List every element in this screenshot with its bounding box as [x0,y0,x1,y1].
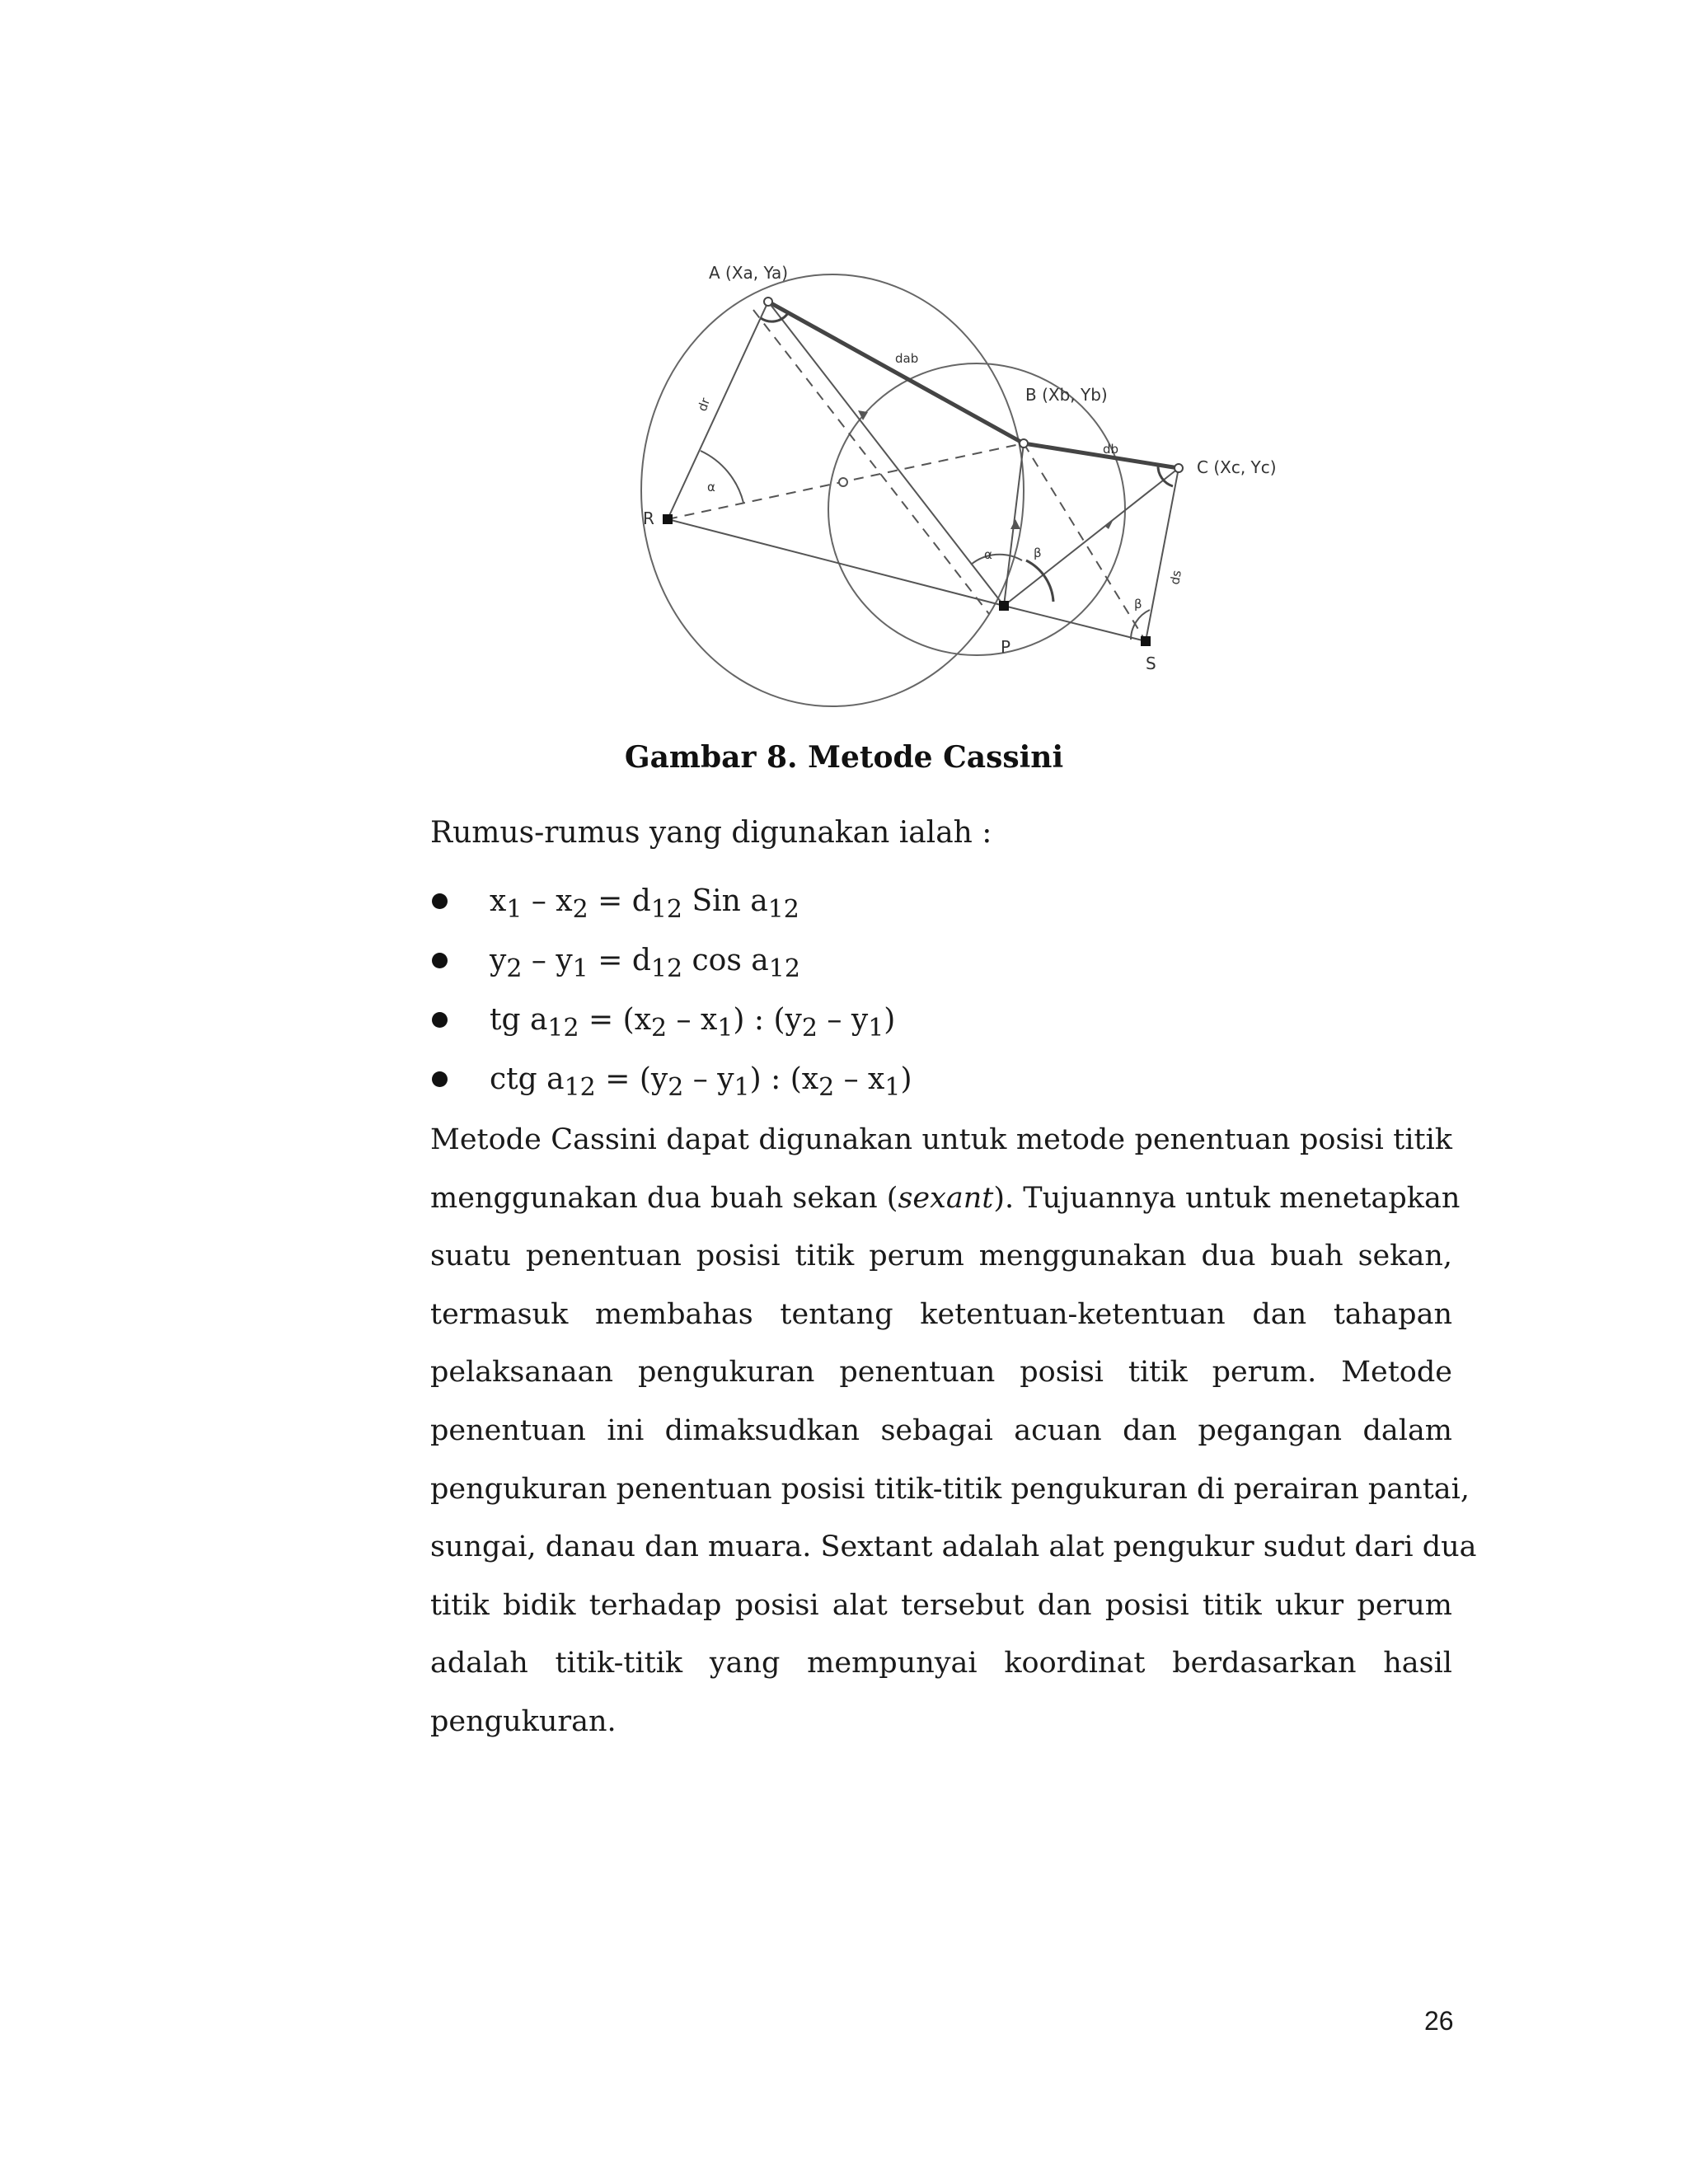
line-ap [768,302,1004,606]
label-alpha-r: α [707,480,715,494]
paragraph-line: suatu penentuan posisi titik perum menggunakan dua buah sekan, [430,1240,1452,1273]
arrow-bp [1010,519,1020,529]
intro-text: Rumus-rumus yang digunakan ialah : [430,816,992,850]
angle-arc-p-beta [1026,560,1053,602]
point-rb-mid [839,478,847,486]
paragraph-line: adalah titik-titik yang mempunyai koordinat berdasarkan hasil [430,1647,1452,1680]
paragraph-line: sungai, danau dan muara. Sextant adalah alat pengukur sudut dari dua [430,1530,1477,1564]
paragraph-line: penentuan ini dimaksudkan sebagai acuan dan pegangan dalam [430,1413,1452,1447]
point-c [1175,464,1183,472]
bullet-icon [432,1071,448,1087]
formula-item: ctg $a_{12} = (y_2 - y_1)$ : $(x_2 - x_1)$ [430,1050,912,1109]
point-a [764,298,772,306]
label-a: A (Xa, Ya) [709,263,789,283]
formula-list [430,872,912,1109]
label-alpha-p: α [984,547,992,562]
point-r [663,514,673,524]
angle-arc-a [761,313,788,321]
bullet-icon [432,953,448,968]
paragraph-line: Metode Cassini dapat digunakan untuk metode penentuan posisi titik [430,1123,1452,1156]
label-s: S [1146,654,1156,673]
point-b [1020,439,1028,448]
label-dcs: ds [1167,569,1184,586]
line-pc [1004,468,1179,606]
figure-caption: Gambar 8. Metode Cassini [624,740,1064,775]
line-ab [768,302,1024,443]
paragraph-line: pengukuran. [430,1704,617,1738]
line-ps [1004,606,1146,641]
paragraph-line: termasuk membahas tentang ketentuan-ketentuan dan tahapan [430,1297,1452,1331]
line-rp [668,519,1004,606]
label-dab: dab [895,351,919,366]
paragraph-line: menggunakan dua buah sekan (sexant). Tujuannya untuk menetapkan [430,1181,1461,1215]
point-p [999,601,1009,611]
label-p: P [1001,637,1011,657]
label-r: R [643,509,654,528]
paragraph-line: pelaksanaan pengukuran penentuan posisi titik perum. Metode [430,1356,1452,1390]
label-c: C (Xc, Yc) [1197,457,1277,477]
line-ap-dashed [753,310,989,614]
formula-item: $x_1 - x_2 = d_{12}$ Sin $a_{12}$ [430,872,912,931]
formula-item: $y_2 - y_1 = d_{12}$ $\cos a_{12}$ [430,931,912,991]
line-bc [1024,443,1179,468]
body-paragraph [430,1111,1477,1751]
page-number: 26 [1424,2006,1454,2036]
bullet-icon [432,893,448,909]
label-beta-s: β [1134,597,1142,612]
point-s [1141,636,1151,646]
line-cs [1146,468,1179,641]
circle-bcps [828,363,1125,655]
label-beta-p: β [1034,546,1042,560]
label-dbc: db [1103,442,1119,457]
cassini-diagram-svg [626,247,1335,725]
label-b: B (Xb, Yb) [1025,385,1108,405]
angle-arc-r [701,451,743,503]
line-ar [668,302,768,519]
paragraph-line: titik bidik terhadap posisi alat tersebut dan posisi titik ukur perum [430,1588,1452,1622]
bullet-icon [432,1012,448,1028]
cassini-diagram [626,247,1335,725]
label-dar: dr [694,396,714,414]
formula-item: tg $a_{12} = (x_2 - x_1)$ : $(y_2 - y_1)$ [430,991,912,1050]
paragraph-line: pengukuran penentuan posisi titik-titik pengukuran di perairan pantai, [430,1472,1470,1506]
